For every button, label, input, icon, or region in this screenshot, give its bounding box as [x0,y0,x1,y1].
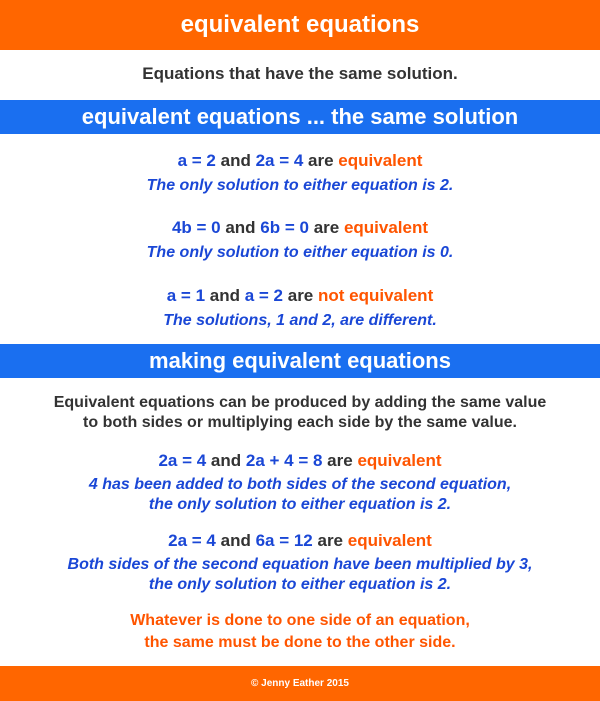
word-are: are [303,151,339,170]
verdict: not equivalent [318,286,434,305]
example4-equation [0,451,600,471]
example5-equation [0,531,600,551]
verdict: equivalent [357,451,442,470]
example4-note-line-2: the only solution to either equation is 2. [148,496,452,513]
equation-a: 2a = 4 [168,531,216,550]
word-are: are [322,451,358,470]
word-and: and [205,286,245,305]
equation-b: 6a = 12 [255,531,313,550]
example4-note-line-1: 4 has been added to both sides of the second equation, [88,476,512,493]
word-are: are [312,531,348,550]
section2-title-bar [0,344,600,378]
verdict: equivalent [347,531,432,550]
section1-title: equivalent equations ... the same solution [81,104,519,129]
rule-line-1: Whatever is done to one side of an equation, [130,612,470,629]
equation-b: 6b = 0 [260,218,309,237]
header-bar [0,0,600,50]
section1-title-bar [0,100,600,134]
equation-a: 2a = 4 [158,451,207,470]
equation-b: a = 2 [244,286,284,305]
definition-text: Equations that have the same solution. [142,64,458,83]
equation-a: a = 1 [166,286,206,305]
word-and: and [220,218,261,237]
intro-line-2: to both sides or multiplying each side by the same value. [83,414,517,431]
verdict: equivalent [343,218,429,237]
example1-note: The only solution to either equation is 2. [146,177,454,194]
example2-note: The only solution to either equation is 0. [146,244,454,261]
example5-note-line-1: Both sides of the second equation have been multiplied by 3, [67,556,533,573]
equation-a: a = 2 [177,151,216,170]
example3-note: The solutions, 1 and 2, are different. [163,312,437,329]
equation-a: 4b = 0 [171,218,221,237]
example2-equation [0,218,600,238]
equation-b: 2a = 4 [255,151,304,170]
intro-line-1: Equivalent equations can be produced by adding the same value [53,394,547,411]
word-are: are [308,218,344,237]
word-are: are [283,286,318,305]
example1-equation [0,151,600,171]
word-and: and [215,151,256,170]
page-title: equivalent equations [180,11,420,38]
rule-line-2: the same must be done to the other side. [144,634,456,651]
example5-note-line-2: the only solution to either equation is 2. [148,576,452,593]
footer-bar [0,666,600,701]
example3-equation [0,286,600,306]
word-and: and [206,451,246,470]
verdict: equivalent [338,151,423,170]
section2-title: making equivalent equations [149,348,451,373]
equation-b: 2a + 4 = 8 [245,451,323,470]
copyright-text: © Jenny Eather 2015 [251,678,349,689]
word-and: and [215,531,256,550]
